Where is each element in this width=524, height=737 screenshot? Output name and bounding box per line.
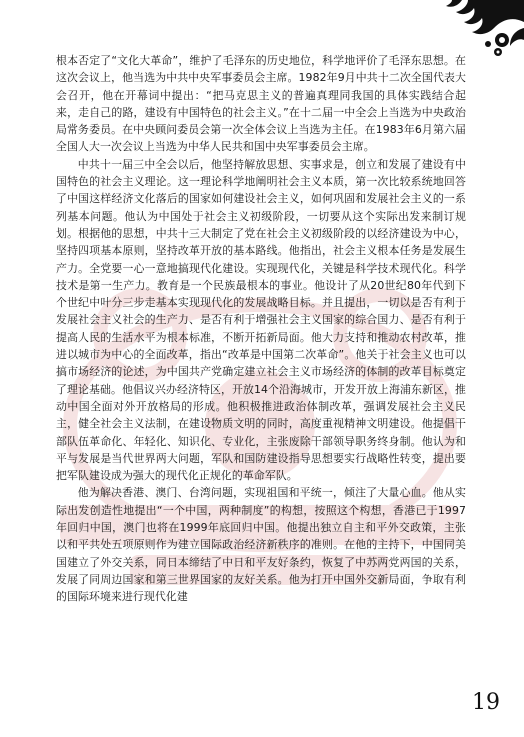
paragraph-1: 根本否定了“文化大革命”，维护了毛泽东的历史地位，科学地评价了毛泽东思想。在这次会议上，他当选为中共中央军事委员会主席。1982年9月中共十二次全国代表大会召开，他在开幕词中提出：“把马克思主义的普遍真理同我国的具体实践结合起来，走自己的路，建设有中国特色的社会主义。”在十二届一中全会上当选为中央政治局常务委员。在中央顾问委员会第一次全体会议上当选为主任。在1983年6月第六届全国人大一次会议上当选为中华人民共和国中央军事委员会主席。: [56, 54, 466, 154]
paragraph-2: 中共十一届三中全会以后，他坚持解放思想、实事求是，创立和发展了建设有中国特色的社会主义理论。这一理论科学地阐明社会主义本质，第一次比较系统地回答了中国这样经济文化落后的国家如何建设社会主义，如何巩固和发展社会主义的一系列基本问题。他认为中国处于社会主义初级阶段，一切要从这个实际出发来制订规划。根据他的思想，中共十三大制定了党在社会主义初级阶段的以经济建设为中心，坚持四项基本原则，坚持改革开放的基本路线。他指出，社会主义根本任务是发展生产力。全党要一心一意地搞现代化建设。实现现代化，关键是科学技术现代化。科学技术是第一生产力。教育是一个民族最根本的事业。他设计了从20世纪80年代到下个世纪中叶分三步走基本实现现代化的发展战略目标。并且提出，一切以是否有利于发展社会主义社会的生产力、是否有利于增强社会主义国家的综合国力、是否有利于提高人民的生活水平为根本标准，不断开拓新局面。他大力支持和推动农村改革，推进以城市为中心的全面改革，指出“改革是中国第二次革命”。他关于社会主义也可以搞市场经济的论述，为中国共产党确定建立社会主义市场经济的体制的改革目标奠定了理论基础。他倡议兴办经济特区，开放14个沿海城市，开发开放上海浦东新区，推动中国全面对外开放格局的形成。他积极推进政治体制改革，强调发展社会主义民主，健全社会主义法制，在建设物质文明的同时，高度重视精神文明建设。他提倡干部队伍革命化、年轻化、知识化、专业化，主张废除干部领导职务终身制。他认为和平与发展是当代世界两大问题，军队和国防建设指导思想要实行战略性转变，提出要把军队建设成为强大的现代化正规化的革命军队。: [56, 157, 466, 483]
paragraph-3: 他为解决香港、澳门、台湾问题，实现祖国和平统一，倾注了大量心血。他从实际出发创造性地提出“一个中国，两种制度”的构想，按照这个构想，香港已于1997年回归中国，澳门也将在1999年底回归中国。他提出独立自主和平外交政策，主张以和平共处五项原则作为建立国际政治经济新秩序的准则。在他的主持下，中国同美国建立了外交关系，同日本缔结了中日和平友好条约，恢复了中苏两党两国的关系，发展了同周边国家和第三世界国家的友好关系。他为打开中国外交新局面，争取有利的国际环境来进行现代化建: [56, 486, 466, 604]
body-text: [56, 52, 466, 606]
page-number: 19: [472, 690, 500, 715]
corner-ornament: [432, 0, 524, 60]
